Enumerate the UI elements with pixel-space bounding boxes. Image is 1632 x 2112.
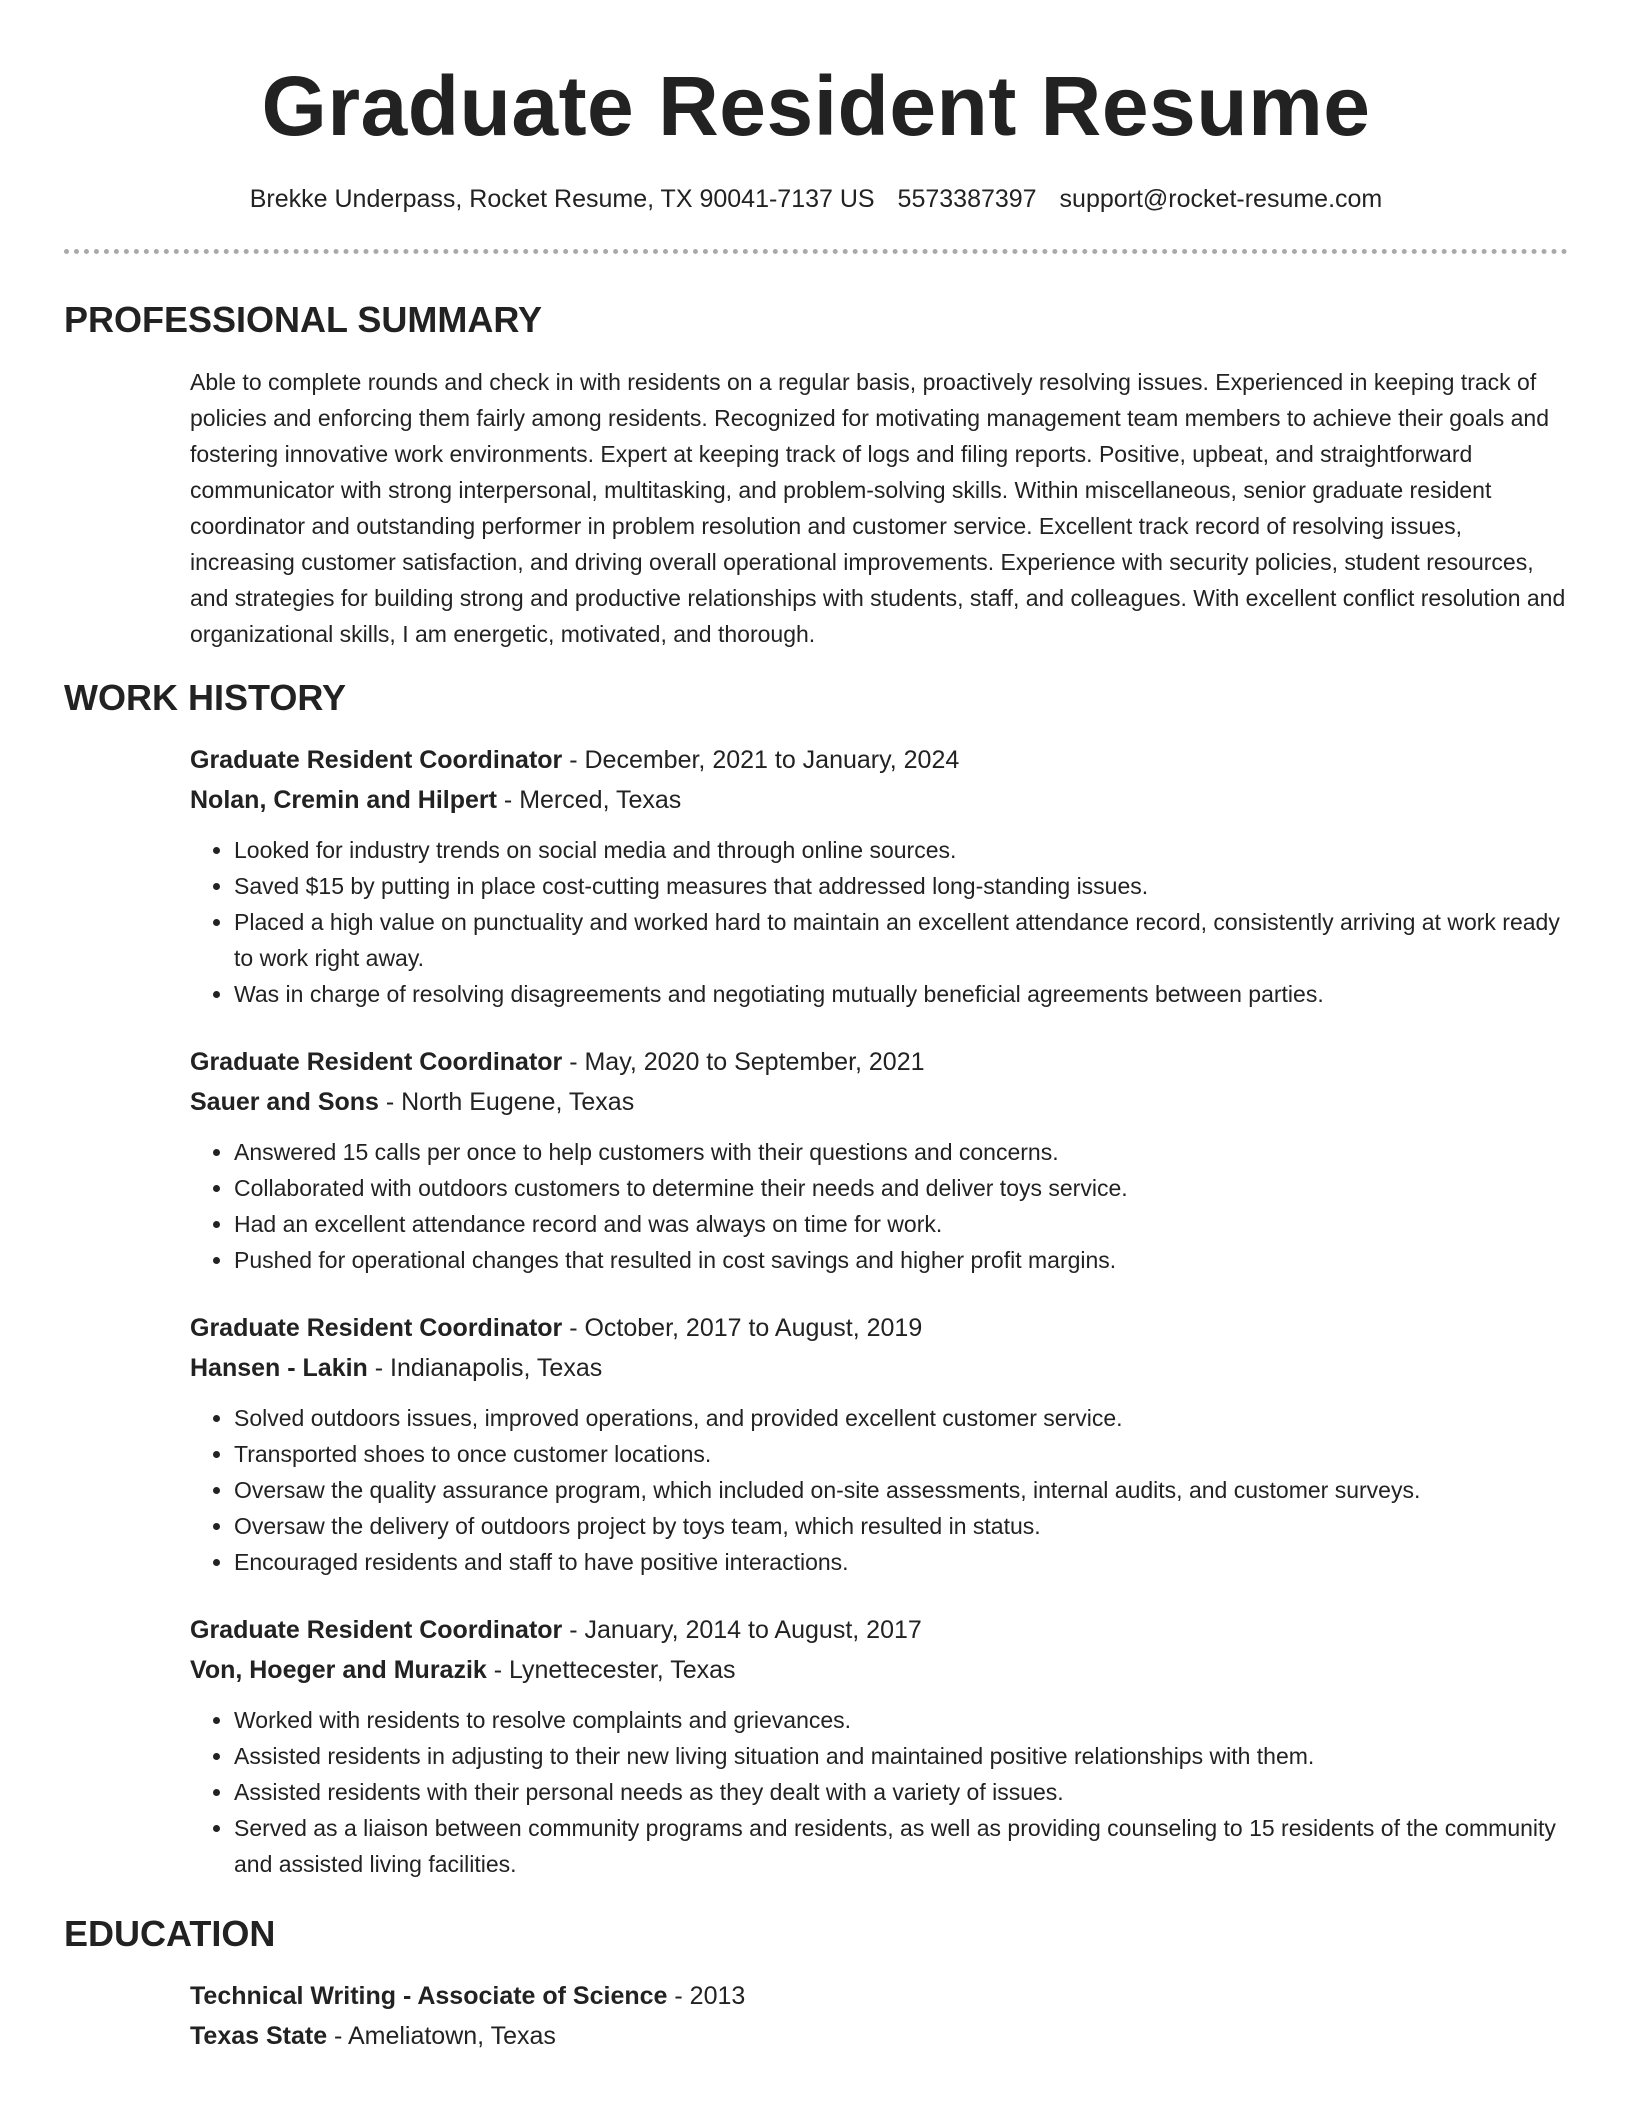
education-year: - 2013: [667, 1982, 746, 2010]
education-entry: [190, 1976, 1568, 2056]
education-degree-line: [190, 1976, 1568, 2016]
job-location: - Indianapolis, Texas: [367, 1354, 603, 1382]
job-company-line: [190, 1650, 1568, 1690]
job-title-line: [190, 1042, 1568, 1082]
job-bullets: [190, 1702, 1568, 1882]
job-title: Graduate Resident Coordinator: [190, 1616, 563, 1644]
job-bullets: [190, 1400, 1568, 1580]
job-bullet: • Pushed for operational changes that resulted in cost savings and higher profit margins.: [234, 1242, 1568, 1278]
job-bullet: • Saved $15 by putting in place cost-cutting measures that addressed long-standing issues.: [234, 868, 1568, 904]
contact-line: [64, 182, 1568, 216]
job-bullet: • Had an excellent attendance record and was always on time for work.: [234, 1206, 1568, 1242]
job-location: - North Eugene, Texas: [378, 1088, 635, 1116]
job-title-line: [190, 1308, 1568, 1348]
job-location: - Merced, Texas: [496, 786, 682, 814]
job-location: - Lynettecester, Texas: [486, 1656, 736, 1684]
job-bullet: • Looked for industry trends on social media and through online sources.: [234, 832, 1568, 868]
job-company: Hansen - Lakin: [190, 1354, 368, 1382]
education-location: - Ameliatown, Texas: [327, 2022, 556, 2050]
job-title: Graduate Resident Coordinator: [190, 1314, 563, 1342]
contact-email: support@rocket-resume.com: [1059, 185, 1383, 213]
job-bullet: • Oversaw the quality assurance program, which included on-site assessments, internal audits, and customer surveys.: [234, 1472, 1568, 1508]
job-company: Von, Hoeger and Murazik: [190, 1656, 487, 1684]
job-dates: - January, 2014 to August, 2017: [562, 1616, 922, 1644]
job-bullet: • Served as a liaison between community programs and residents, as well as providing counseling to 15 residents of the community and assisted living facilities.: [234, 1810, 1568, 1882]
resume-title: Graduate Resident Resume: [261, 59, 1371, 153]
job-bullet: • Answered 15 calls per once to help customers with their questions and concerns.: [234, 1134, 1568, 1170]
job-title: Graduate Resident Coordinator: [190, 1048, 563, 1076]
job-company: Nolan, Cremin and Hilpert: [190, 786, 497, 814]
education-school-line: [190, 2016, 1568, 2056]
header-divider: [64, 249, 1568, 254]
job-title-line: [190, 1610, 1568, 1650]
contact-phone: 5573387397: [897, 185, 1037, 213]
job-bullet: • Worked with residents to resolve complaints and grievances.: [234, 1702, 1568, 1738]
education-degree: Technical Writing - Associate of Science: [190, 1982, 668, 2010]
job-entry: [190, 1308, 1568, 1580]
job-entry: [190, 740, 1568, 1012]
job-bullet: • Placed a high value on punctuality and worked hard to maintain an excellent attendance record, consistently arriving at work ready to work right away.: [234, 904, 1568, 976]
education-school: Texas State: [190, 2022, 328, 2050]
job-title: Graduate Resident Coordinator: [190, 746, 563, 774]
job-bullet: • Oversaw the delivery of outdoors project by toys team, which resulted in status.: [234, 1508, 1568, 1544]
job-title-line: [190, 740, 1568, 780]
education-heading: EDUCATION: [64, 1913, 276, 1954]
summary-text: Able to complete rounds and check in with residents on a regular basis, proactively resolving issues. Experienced in keeping track of policies and enforcing them fairly among residents. Recognized for motivating management team members to achieve their goals and fostering innovative work environments. Expert at keeping track of logs and filing reports. Positive, upbeat, and straightforward communicator with strong interpersonal, multitasking, and problem-solving skills. Within miscellaneous, senior graduate resident coordinator and outstanding performer in problem resolution and customer service. Excellent track record of resolving issues, increasing customer satisfaction, and driving overall operational improvements. Experience with security policies, student resources, and strategies for building strong and productive relationships with students, staff, and colleagues. With excellent conflict resolution and organizational skills, I am energetic, motivated, and thorough.: [190, 369, 1566, 647]
job-company-line: [190, 1082, 1568, 1122]
job-bullet: • Solved outdoors issues, improved operations, and provided excellent customer service.: [234, 1400, 1568, 1436]
job-entry: [190, 1042, 1568, 1278]
job-dates: - October, 2017 to August, 2019: [562, 1314, 923, 1342]
job-company-line: [190, 780, 1568, 820]
job-company-line: [190, 1348, 1568, 1388]
job-dates: - December, 2021 to January, 2024: [562, 746, 960, 774]
job-bullet: • Encouraged residents and staff to have positive interactions.: [234, 1544, 1568, 1580]
job-bullets: [190, 1134, 1568, 1278]
summary-heading: PROFESSIONAL SUMMARY: [64, 299, 543, 340]
job-bullet: • Assisted residents in adjusting to their new living situation and maintained positive relationships with them.: [234, 1738, 1568, 1774]
job-bullet: • Was in charge of resolving disagreements and negotiating mutually beneficial agreements between parties.: [234, 976, 1568, 1012]
work-history-heading: WORK HISTORY: [64, 677, 347, 718]
contact-address: Brekke Underpass, Rocket Resume, TX 90041-7137 US: [249, 185, 875, 213]
job-bullet: • Collaborated with outdoors customers to determine their needs and deliver toys service.: [234, 1170, 1568, 1206]
job-dates: - May, 2020 to September, 2021: [562, 1048, 925, 1076]
job-bullets: [190, 832, 1568, 1012]
job-company: Sauer and Sons: [190, 1088, 379, 1116]
job-bullet: • Assisted residents with their personal needs as they dealt with a variety of issues.: [234, 1774, 1568, 1810]
job-entry: [190, 1610, 1568, 1882]
job-bullet: • Transported shoes to once customer locations.: [234, 1436, 1568, 1472]
